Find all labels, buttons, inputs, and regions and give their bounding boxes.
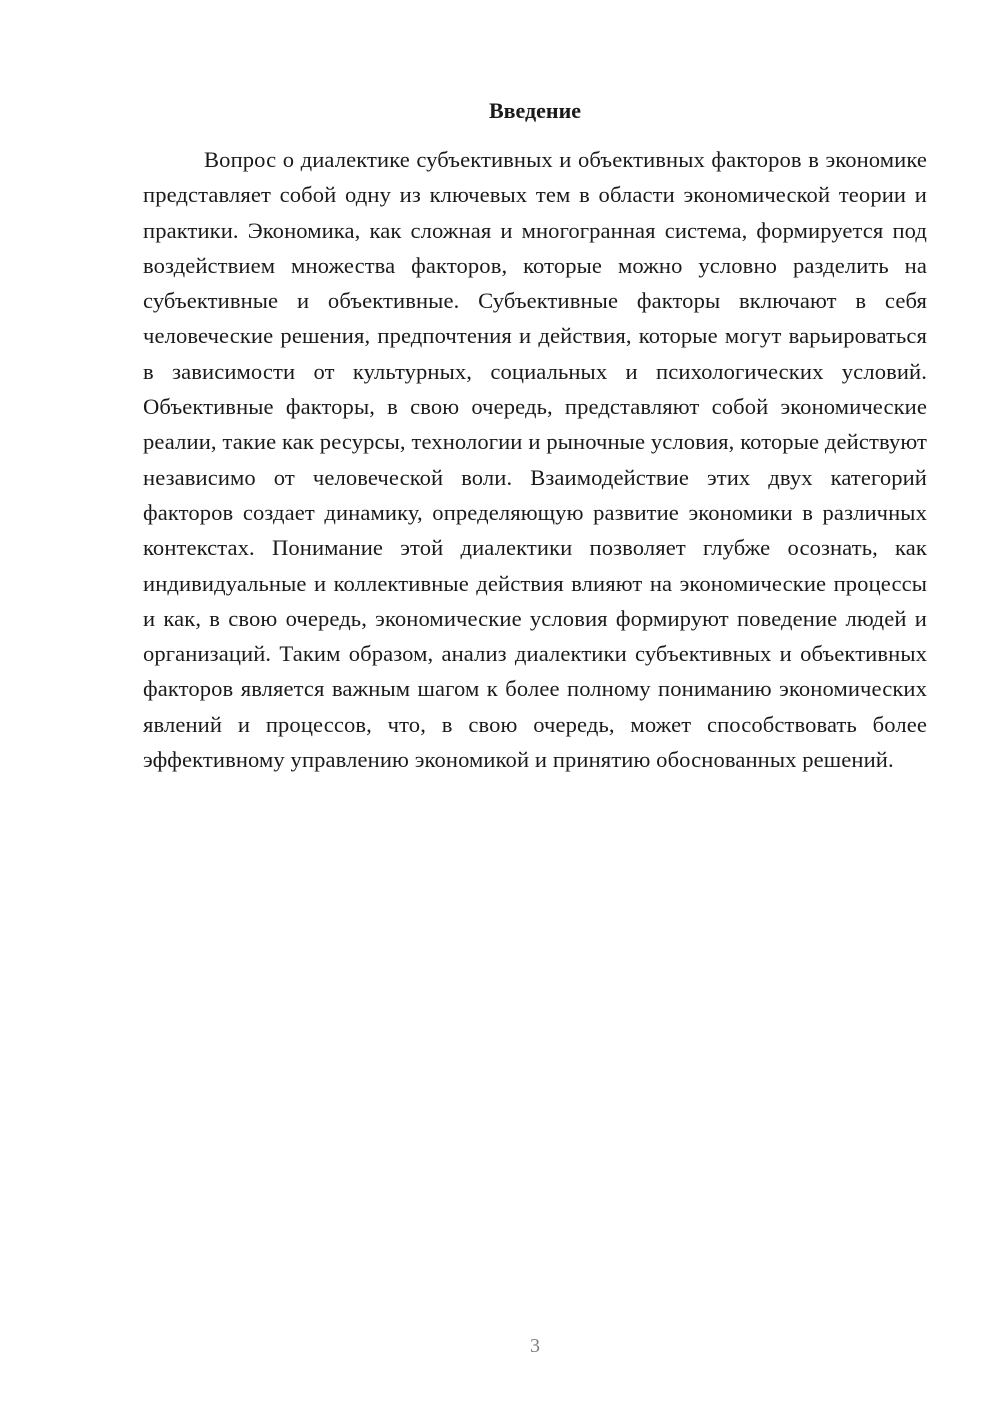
body-paragraph: Вопрос о диалектике субъективных и объективных факторов в экономике представляет собой одну из ключевых тем в области экономической теории и практики. Экономика, как сложная и многогранная система, формируется под воздействием множества факторов, которые можно условно разделить на субъективные и объективные. Субъективные факторы включают в себя человеческие решения, предпочтения и действия, которые могут варьироваться в зависимости от культурных, социальных и психологических условий. Объективные факторы, в свою очередь, представляют собой экономические реалии, такие как ресурсы, технологии и рыночные условия, которые действуют независимо от человеческой воли. Взаимодействие этих двух категорий факторов создает динамику, определяющую развитие экономики в различных контекстах. Понимание этой диалектики позволяет глубже осознать, как индивидуальные и коллективные действия влияют на экономические процессы и как, в свою очередь, экономические условия формируют поведение людей и организаций. Таким образом, анализ диалектики субъективных и объективных факторов является важным шагом к более полному пониманию экономических явлений и процессов, что, в свою очередь, может способствовать более эффективному управлению экономикой и принятию обоснованных решений.: [143, 147, 927, 773]
section-heading: Введение: [488, 98, 582, 123]
page-number: 3: [530, 1335, 540, 1357]
